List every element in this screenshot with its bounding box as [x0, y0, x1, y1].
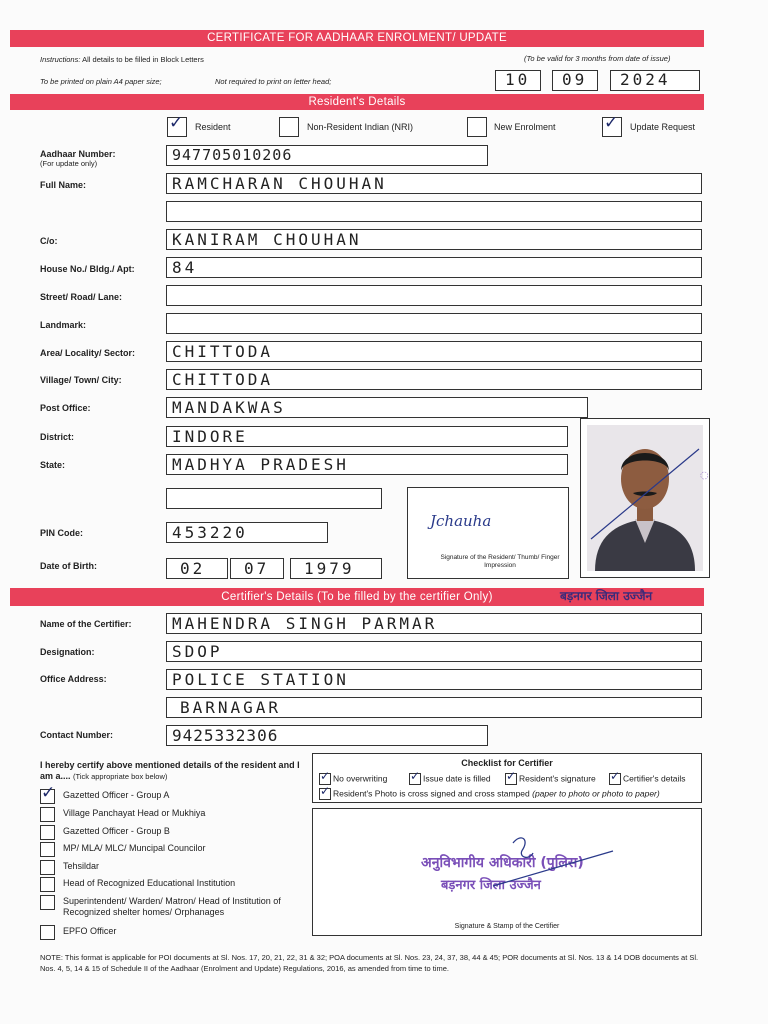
state-value: MADHYA PRADESH [172, 455, 349, 474]
gazetted-a-tick-icon: ✓ [41, 783, 56, 803]
state-label: State: [40, 460, 66, 470]
pin-code-label: PIN Code: [40, 528, 84, 538]
residents-details-bar: Resident's Details [10, 94, 704, 110]
state-field-line2[interactable] [166, 488, 382, 509]
landmark-field[interactable] [166, 313, 702, 334]
street-field[interactable] [166, 285, 702, 306]
care-of-value: KANIRAM CHOUHAN [172, 230, 362, 249]
house-number-label: House No./ Bldg./ Apt: [40, 264, 135, 274]
update-request-tick-icon: ✓ [604, 113, 619, 133]
dob-year-value: 1979 [304, 559, 355, 578]
dob-label: Date of Birth: [40, 561, 97, 571]
aadhaar-number-value: 947705010206 [172, 146, 293, 164]
pin-code-value: 453220 [172, 523, 248, 542]
new-enrolment-label: New Enrolment [494, 122, 556, 132]
house-number-field[interactable] [166, 257, 702, 278]
full-name-label: Full Name: [40, 180, 87, 190]
area-label: Area/ Locality/ Sector: [40, 348, 136, 358]
office-address-label: Office Address: [40, 674, 107, 684]
certifier-signature-scribble-icon [473, 831, 623, 891]
validity-note: (To be valid for 3 months from date of issue) [524, 54, 671, 63]
certifiers-details-bar: Certifier's Details (To be filled by the certifier Only) [10, 588, 704, 606]
village-label: Village/ Town/ City: [40, 375, 122, 385]
district-value: INDORE [172, 427, 248, 446]
check-certifier-details[interactable]: ✓ Certifier's details [609, 773, 686, 785]
issue-date-year: 2024 [620, 70, 671, 89]
instructions: Instructions: All details to be filled in Block Letters [40, 55, 204, 64]
certifier-stamp-line2: बड़नगर जिला उज्जैन [441, 878, 541, 893]
designation-label: Designation: [40, 647, 95, 657]
office-address-line1: POLICE STATION [172, 670, 349, 689]
contact-number-value: 9425332306 [172, 726, 279, 745]
paper-size-note: To be printed on plain A4 paper size; [40, 77, 162, 86]
aadhaar-number-label: Aadhaar Number: (For update only) [40, 149, 116, 168]
certifier-name-value: MAHENDRA SINGH PARMAR [172, 614, 438, 633]
resident-signature-caption: Signature of the Resident/ Thumb/ Finger Impression [440, 554, 560, 569]
designation-value: SDOP [172, 642, 223, 661]
certifier-signature-box[interactable] [312, 808, 702, 936]
nri-label: Non-Resident Indian (NRI) [307, 122, 414, 132]
area-value: CHITTODA [172, 342, 274, 361]
full-name-value: RAMCHARAN CHOUHAN [172, 174, 387, 193]
resident-tick-icon: ✓ [169, 113, 184, 133]
check-issue-date[interactable]: ✓ Issue date is filled [409, 773, 491, 785]
resident-photo-portrait-icon [581, 419, 712, 577]
landmark-label: Landmark: [40, 320, 87, 330]
full-name-field-line2[interactable] [166, 201, 702, 222]
nri-checkbox[interactable] [279, 117, 299, 137]
issue-date-day: 10 [505, 70, 531, 89]
dob-month-value: 07 [244, 559, 270, 578]
care-of-label: C/o: [40, 236, 58, 246]
resident-label: Resident [195, 122, 231, 132]
house-number-value: 84 [172, 258, 198, 277]
certify-declaration: I hereby certify above mentioned details of the resident and I am a.... (Tick appropriate box below) [40, 760, 300, 781]
certifier-stamp-line1: अनुविभागीय अधिकारी (पुलिस) [421, 855, 584, 871]
certificate-title: CERTIFICATE FOR AADHAAR ENROLMENT/ UPDATE [10, 30, 704, 47]
street-label: Street/ Road/ Lane: [40, 292, 123, 302]
post-office-label: Post Office: [40, 403, 91, 413]
certifier-signature-caption: Signature & Stamp of the Certifier [454, 923, 560, 930]
check-no-overwriting[interactable]: ✓No overwriting [319, 773, 387, 785]
contact-number-label: Contact Number: [40, 730, 114, 740]
certifier-name-label: Name of the Certifier: [40, 619, 132, 629]
photo-stamp-fragment: ◌ [697, 469, 712, 482]
new-enrolment-checkbox[interactable] [467, 117, 487, 137]
check-photo-cross-signed[interactable]: ✓Resident's Photo is cross signed and cross stamped (paper to photo or photo to paper) [319, 788, 660, 800]
resident-photo [580, 418, 710, 578]
district-label: District: [40, 432, 75, 442]
footer-note: NOTE: This format is applicable for POI documents at Sl. Nos. 17, 20, 21, 22, 31 & 32; POA documents at Sl. Nos. 23, 24, 37, 38, 44 & 45; POR documents at Sl. Nos. 13 & 14 DOB documents at Sl. Nos. 4, 5, 14 & 15 of Schedule II of the Aadhaar (Enrolment and Update) Regulations, 2016, as amended from time to time. [40, 953, 699, 973]
check-resident-signature[interactable]: ✓ Resident's signature [505, 773, 596, 785]
checklist-box [312, 753, 702, 803]
post-office-value: MANDAKWAS [172, 398, 286, 417]
designation-field[interactable] [166, 641, 702, 662]
certifier-bar-stamp-text: बड़नगर जिला उज्जैन [560, 589, 653, 603]
dob-day-value: 02 [180, 559, 206, 578]
resident-signature: Jchauha [430, 512, 492, 530]
office-address-line2: BARNAGAR [180, 698, 282, 717]
aadhaar-certificate-page: CERTIFICATE FOR AADHAAR ENROLMENT/ UPDATE Instructions: All details to be filled in Block Letters (To be valid for 3 months from date of issue) To be printed on plain A4 paper size; Not required to print on letter head; 10 09 2024 Resident's Details ✓ Resident Non-Resident Indian (NRI) New Enrolment ✓ Update Request Aadhaar Number: (For update only) 947705010206 Full Name: RAMCHARAN CHOUHAN C/o: KANIRAM CHOUHAN House No./ Bldg./ Apt: 84 Street/ Road/ Lane: Landmark: Area/ Locality/ Sector: CHITTODA Village/ Town/ City: CHITTODA Post Office: MANDAKWAS District: INDORE State: MADHYA PRADESH PIN Code: 453220 Date of Birth: 02 07 1979 Jchauha Signature of the Resident/ Thumb/ Finger Impression ◌ Certifier's Details (To be filled by the certifier Only) बड़नगर जिला उज्जैन Name of the Certifier: MAHENDRA SINGH PARMAR Designation: SDOP Office Address: POLICE STATION BARNAGAR Contact Number: 9425332306 I hereby certify above mentioned details of the resident and I am a.... (Tick appropriate box below) ✓ Gazetted Officer - Group A Village Panchayat Head or Mukhiya Gazetted Officer - Group B MP/ MLA/ MLC/ Muncipal Councilor Tehsildar Head of Recognized Educational Institution Superintendent/ Warden/ Matron/ Head of Institution of Recognized shelter homes/ Orphanages EPFO Officer Checklist for Certifier ✓No overwriting ✓ Issue date is filled ✓ Resident's signature ✓ Certifier's details ✓Resident's Photo is cross signed and cross stamped (paper to photo or photo to paper) अनुविभागीय अधिकारी (पुलिस) बड़नगर जिला उज्जैन Signature & Stamp of the Certifier NOTE: This format is applicable for POI documents at Sl. Nos. 17, 20, 21, 22, 31 & 32; POA documents at Sl. Nos. 23, 24, 37, 38, 44 & 45; POR documents at Sl. Nos. 13 & 14 DOB documents at Sl. Nos. 4, 5, 14 & 15 of Schedule II of the Aadhaar (Enrolment and Update) Regulations, 2016, as amended from time to time. [0, 0, 768, 1024]
issue-date-month: 09 [562, 70, 588, 89]
letter-head-note: Not required to print on letter head; [215, 77, 332, 86]
update-request-label: Update Request [630, 122, 696, 132]
village-value: CHITTODA [172, 370, 274, 389]
checklist-title: Checklist for Certifier [461, 758, 553, 768]
